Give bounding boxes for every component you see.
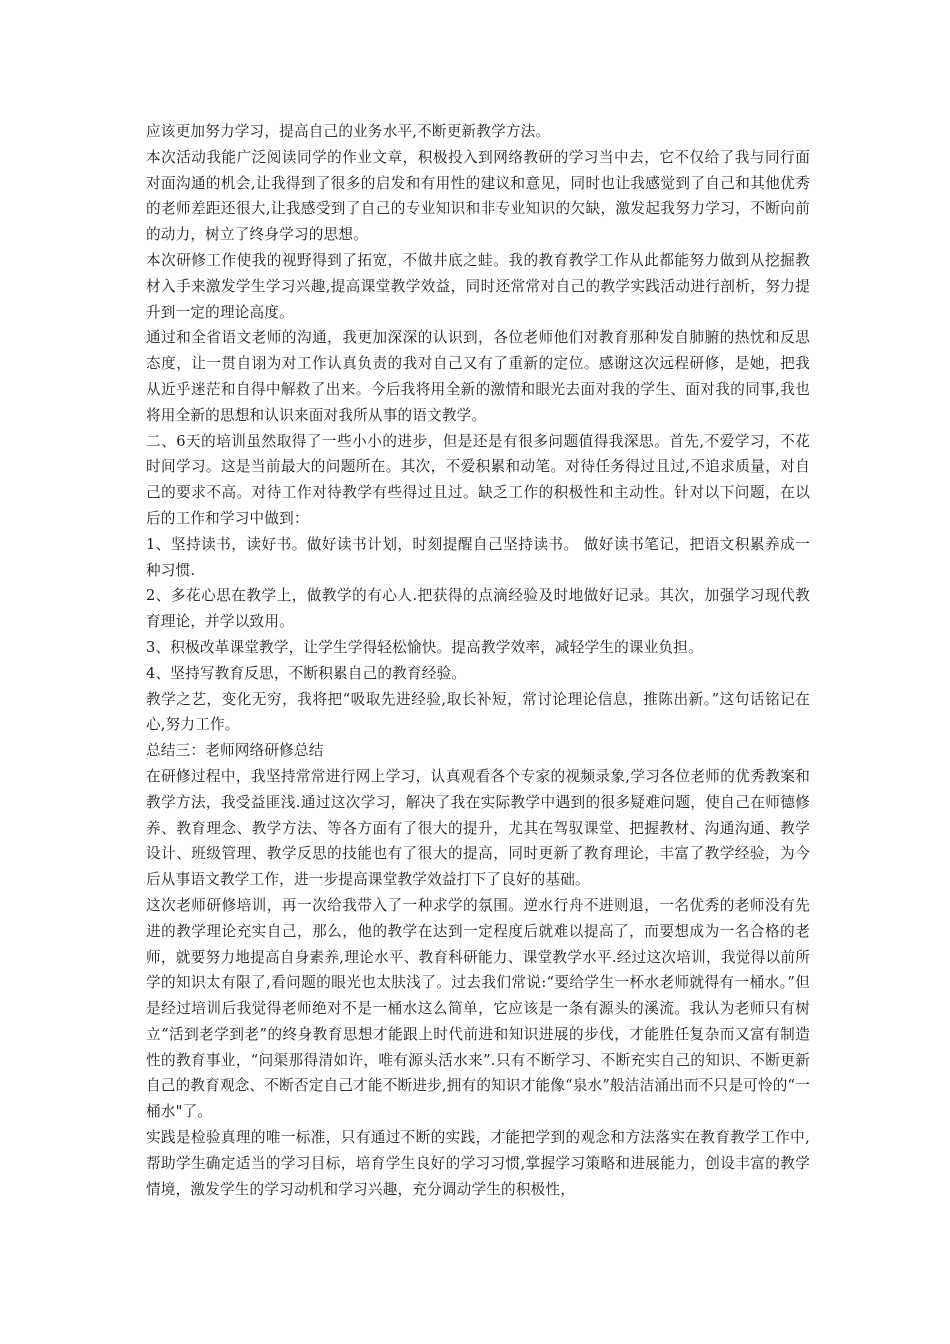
- section-heading: 总结三：老师网络研修总结: [146, 742, 324, 760]
- paragraph: 本次活动我能广泛阅读同学的作业文章，积极投入到网络教研的学习当中去，它不仅给了我与同行面对面沟通的机会,让我得到了很多的启发和有用性的建议和意见，同时也让我感觉到了自己和其他优秀的老师差距还很大,让我感受到了自己的专业知识和非专业知识的欠缺，激发起我努力学习，不断向前的动力，树立了终身学习的思想。: [146, 148, 810, 244]
- paragraph: 教学之艺，变化无穷，我将把“吸取先进经验,取长补短，常讨论理论信息，推陈出新。”这句话铭记在心,努力工作。: [146, 690, 810, 734]
- list-item: 1、坚持读书，读好书。做好读书计划，时刻提醒自己坚持读书。 做好读书笔记，把语文积累养成一种习惯.: [146, 535, 810, 579]
- paragraph: 在研修过程中，我坚持常常进行网上学习，认真观看各个专家的视频录象,学习各位老师的优秀教案和教学方法，我受益匪浅.通过这次学习，解决了我在实际教学中遇到的很多疑难问题，使自己在师德修养、教育理念、教学方法、等各方面有了很大的提升，尤其在驾驭课堂、把握教材、沟通沟通、教学设计、班级管理、教学反思的技能也有了很大的提高，同时更新了教育理论，丰富了教学经验，为今后从事语文教学工作，进一步提高课堂教学效益打下了良好的基础。: [146, 767, 810, 889]
- document-body: [146, 119, 810, 1202]
- list-item: 2、多花心思在教学上，做教学的有心人.把获得的点滴经验及时地做好记录。其次，加强学习现代教育理论，并学以致用。: [146, 587, 810, 631]
- paragraph: 本次研修工作使我的视野得到了拓宽，不做井底之蛙。我的教育教学工作从此都能努力做到从挖掘教材入手来激发学生学习兴趣,提高课堂教学效益，同时还常常对自己的教学实践活动进行剖析，努力提升到一定的理论高度。: [146, 251, 810, 321]
- list-item: 4、坚持写教育反思，不断积累自己的教育经验。: [146, 664, 467, 682]
- paragraph: 实践是检验真理的唯一标准，只有通过不断的实践，才能把学到的观念和方法落实在教育教学工作中,帮助学生确定适当的学习目标，培育学生良好的学习习惯,掌握学习策略和进展能力，创设丰富的教学情境，激发学生的学习动机和学习兴趣，充分调动学生的积极性，: [146, 1129, 810, 1198]
- paragraph: 二、6天的培训虽然取得了一些小小的进步，但是还是有很多问题值得我深思。首先,不爱学习，不花时间学习。这是当前最大的问题所在。其次，不爱积累和动笔。对待任务得过且过,不追求质量，对自己的要求不高。对待工作对待教学有些得过且过。缺乏工作的积极性和主动性。针对以下问题，在以后的工作和学习中做到：: [146, 432, 810, 527]
- paragraph: 应该更加努力学习，提高自己的业务水平,不断更新教学方法。: [146, 123, 551, 140]
- list-item: 3、积极改革课堂教学，让学生学得轻松愉快。提高教学效率，减轻学生的课业负担。: [146, 638, 703, 656]
- paragraph: 这次老师研修培训，再一次给我带入了一种求学的氛围。逆水行舟不进则退，一名优秀的老师没有先进的教学理论充实自己，那么，他的教学在达到一定程度后就难以提高了，而要想成为一名合格的老师，就要努力地提高自身素养,理论水平、教育科研能力、课堂教学水平.经过这次培训，我觉得以前所学的知识太有限了,看问题的眼光也太肤浅了。过去我们常说:“要给学生一杯水老师就得有一桶水。”但是经过培训后我觉得老师绝对不是一桶水这么简单，它应该是一条有源头的溪流。我认为老师只有树立“活到老学到老”的终身教育思想才能跟上时代前进和知识进展的步伐，才能胜任复杂而又富有制造性的教育事业，“问渠那得清如许，唯有源头活水来”.只有不断学习、不断充实自己的知识、不断更新自己的教育观念、不断否定自己才能不断进步,拥有的知识才能像“泉水”般洁洁涌出而不只是可怜的“一桶水"了。: [146, 896, 810, 1121]
- paragraph: 通过和全省语文老师的沟通，我更加深深的认识到，各位老师他们对教育那种发自肺腑的热忱和反思态度，让一贯自诩为对工作认真负责的我对自己又有了重新的定位。感谢这次远程研修，是她，把我从近乎迷茫和自得中解救了出来。今后我将用全新的激情和眼光去面对我的学生、面对我的同事,我也将用全新的思想和认识来面对我所从事的语文教学。: [146, 329, 810, 424]
